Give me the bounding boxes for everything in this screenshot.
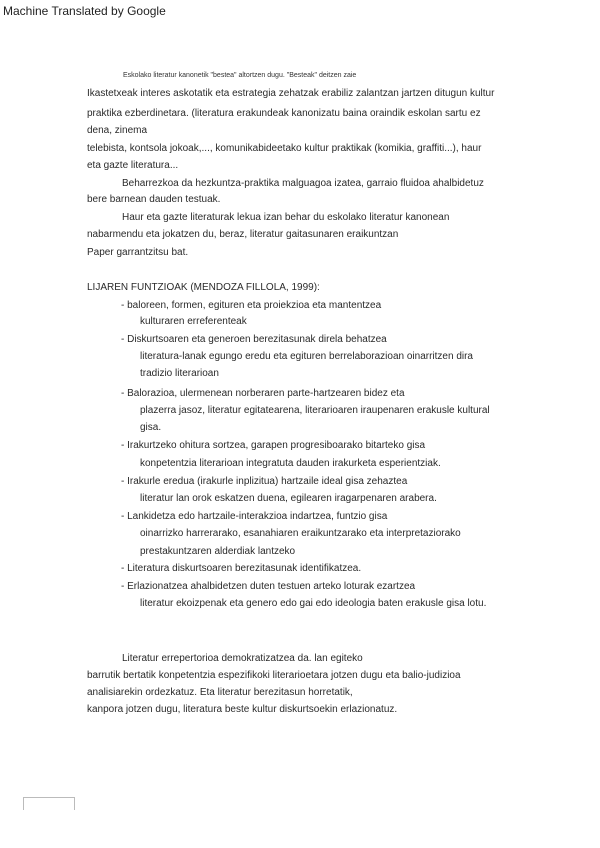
para3-line-3: Paper garrantzitsu bat.: [87, 247, 189, 258]
section-heading: LIJAREN FUNTZIOAK (MENDOZA FILLOLA, 1999):: [87, 282, 320, 293]
list-item-line: literatur ekoizpenak eta genero edo gai edo ideologia baten erakusle gisa lotu.: [140, 598, 487, 609]
list-item-line: gisa.: [140, 422, 162, 433]
list-item-line: oinarrizko harrerarako, esanahiaren eraikuntzarako eta interpretaziorako: [140, 528, 461, 539]
para2-line-1: Beharrezkoa da hezkuntza-praktika malguagoa izatea, garraio fluidoa ahalbidetuz: [122, 178, 484, 189]
list-item-line: literatura-lanak egungo eredu eta egituren berrelaborazioan oinarritzen dira: [140, 351, 473, 362]
list-item-line: - Irakurle eredua (irakurle inplizitua) hartzaile ideal gisa zehaztea: [121, 476, 408, 487]
list-item-line: literatur lan orok eskatzen duena, egilearen iragarpenaren arabera.: [140, 493, 437, 504]
intro-line-4: telebista, kontsola jokoak,..., komunikabideetako kultur praktikak (komikia, graffiti...), haur: [87, 143, 482, 154]
list-item-line: - baloreen, formen, egituren eta proiekzioa eta mantentzea: [121, 300, 382, 311]
list-item-line: kulturaren erreferenteak: [140, 316, 247, 327]
list-item-line: konpetentzia literarioan integratuta dauden irakurketa esperientziak.: [140, 458, 441, 469]
intro-line-2: praktika ezberdinetara. (literatura erakundeak kanonizatu baina oraindik eskolan sartu ez: [87, 108, 481, 119]
closing-line-4: kanpora jotzen dugu, literatura beste kultur diskurtsoekin erlazionatuz.: [87, 704, 398, 715]
para3-line-1: Haur eta gazte literaturak lekua izan behar du eskolako literatur kanonean: [122, 212, 450, 223]
page-footer-box: [23, 797, 75, 810]
intro-line-1: Ikastetxeak interes askotatik eta estrategia zehatzak erabiliz zalantzan jartzen ditugun kultur: [87, 88, 495, 99]
list-item-line: prestakuntzaren alderdiak lantzeko: [140, 546, 296, 557]
closing-line-2: barrutik bertatik konpetentzia espezifikoki literarioetara jotzen dugu eta balio-judizioa: [87, 670, 461, 681]
caption-line: Eskolako literatur kanonetik "bestea" altortzen dugu. "Besteak" deitzen zaie: [123, 72, 357, 79]
intro-line-3: dena, zinema: [87, 125, 148, 136]
list-item-line: - Literatura diskurtsoaren berezitasunak identifikatzea.: [121, 563, 362, 574]
closing-line-3: analisiarekin ordezkatuz. Eta literatur berezitasun horretatik,: [87, 687, 353, 698]
list-item-line: - Diskurtsoaren eta generoen berezitasunak direla behatzea: [121, 334, 387, 345]
closing-line-1: Literatur errepertorioa demokratizatzea da. lan egiteko: [122, 653, 363, 664]
para2-line-2: bere barnean dauden testuak.: [87, 194, 221, 205]
list-item-line: plazerra jasoz, literatur egitatearena, literarioaren iraupenaren erakusle kultural: [140, 405, 490, 416]
para3-line-2: nabarmendu eta jokatzen du, beraz, literatur gaitasunaren eraikuntzan: [87, 229, 399, 240]
list-item-line: - Erlazionatzea ahalbidetzen duten testuen arteko loturak ezartzea: [121, 581, 416, 592]
list-item-line: - Irakurtzeko ohitura sortzea, garapen progresiboarako bitarteko gisa: [121, 440, 426, 451]
list-item-line: - Balorazioa, ulermenean norberaren parte-hartzearen bidez eta: [121, 388, 405, 399]
list-item-line: - Lankidetza edo hartzaile-interakzioa indartzea, funtzio gisa: [121, 511, 388, 522]
intro-line-5: eta gazte literatura...: [87, 160, 179, 171]
list-item-line: tradizio literarioan: [140, 368, 219, 379]
machine-translated-badge: Machine Translated by Google: [3, 4, 166, 18]
